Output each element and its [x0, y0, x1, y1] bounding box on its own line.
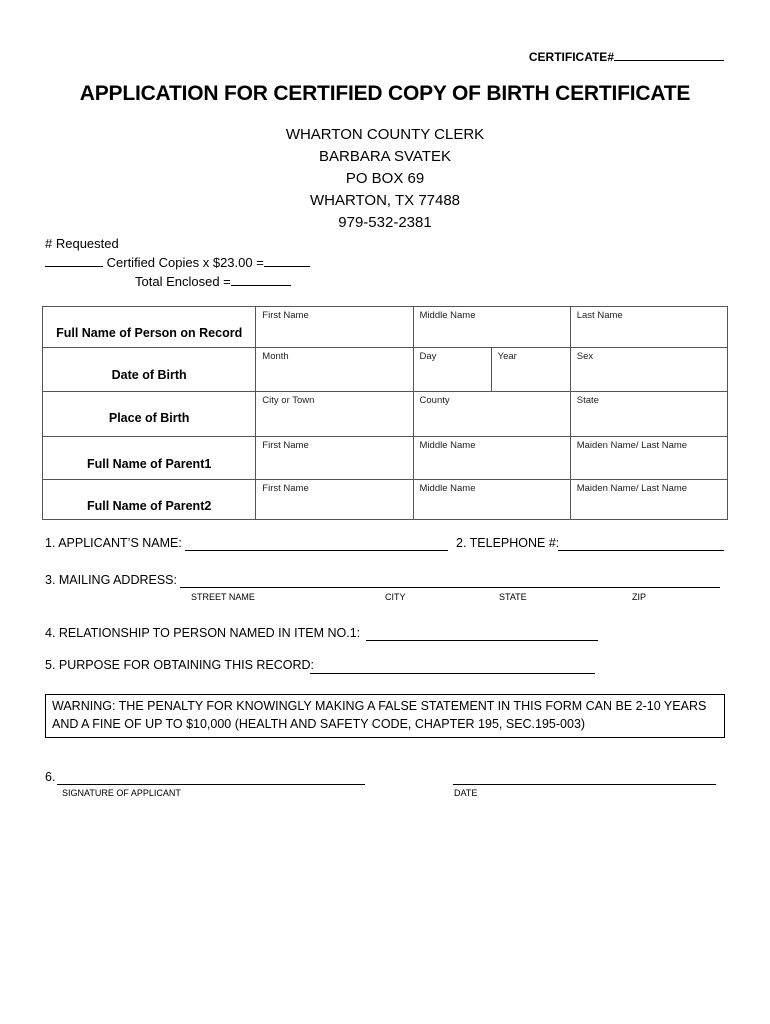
copies-count-blank[interactable] [45, 254, 103, 267]
certificate-number-label: CERTIFICATE# [528, 50, 614, 64]
state-cell[interactable]: State [570, 392, 727, 437]
relationship-label: 4. RELATIONSHIP TO PERSON NAMED IN ITEM NO.1: [45, 626, 361, 640]
middle-name-cell[interactable]: Middle Name [413, 437, 570, 480]
first-name-cell[interactable]: First Name [256, 480, 413, 520]
year-cell[interactable]: Year [491, 348, 570, 392]
purpose-line[interactable] [310, 673, 595, 674]
row-label: Date of Birth [43, 348, 256, 392]
date-line[interactable] [453, 784, 716, 785]
address-line: PO BOX 69 [345, 170, 425, 187]
certificate-number-blank[interactable] [614, 48, 724, 61]
street-name-caption: STREET NAME [191, 592, 255, 602]
state-caption: STATE [499, 592, 527, 602]
address-line: 979-532-2381 [338, 214, 432, 231]
address-line: WHARTON, TX 77488 [309, 192, 461, 209]
purpose-label: 5. PURPOSE FOR OBTAINING THIS RECORD: [45, 658, 315, 672]
city-cell[interactable]: City or Town [256, 392, 413, 437]
total-amount-blank[interactable] [231, 273, 291, 286]
fee-block [45, 234, 310, 291]
record-row-parent1 [43, 437, 728, 480]
relationship-line[interactable] [366, 640, 598, 641]
middle-name-cell[interactable]: Middle Name [413, 307, 570, 348]
mailing-address-line[interactable] [180, 587, 720, 588]
record-row-parent2 [43, 480, 728, 520]
record-row-person [43, 307, 728, 348]
last-name-cell[interactable]: Last Name [570, 307, 727, 348]
form-title: APPLICATION FOR CERTIFIED COPY OF BIRTH CERTIFICATE [79, 82, 691, 105]
applicant-name-line[interactable] [185, 550, 448, 551]
copies-row [45, 253, 310, 272]
copies-label: Certified Copies x $23.00 = [106, 255, 264, 270]
county-cell[interactable]: County [413, 392, 570, 437]
first-name-cell[interactable]: First Name [256, 307, 413, 348]
total-label: Total Enclosed = [135, 274, 231, 289]
row-label: Full Name of Parent2 [43, 480, 256, 520]
maiden-name-cell[interactable]: Maiden Name/ Last Name [570, 480, 727, 520]
row-label: Full Name of Parent1 [43, 437, 256, 480]
signature-line[interactable] [57, 784, 365, 785]
record-row-pob [43, 392, 728, 437]
record-row-dob [43, 348, 728, 392]
clerk-address [0, 124, 770, 234]
month-cell[interactable]: Month [256, 348, 413, 392]
date-caption: DATE [454, 788, 478, 798]
row-label: Full Name of Person on Record [43, 307, 256, 348]
signature-caption: SIGNATURE OF APPLICANT [62, 788, 181, 798]
certificate-number-field [529, 48, 724, 64]
mailing-address-label: 3. MAILING ADDRESS: [45, 573, 177, 587]
maiden-name-cell[interactable]: Maiden Name/ Last Name [570, 437, 727, 480]
total-row [45, 272, 310, 291]
signature-number: 6. [45, 770, 56, 784]
copies-amount-blank[interactable] [264, 254, 310, 267]
first-name-cell[interactable]: First Name [256, 437, 413, 480]
address-line: WHARTON COUNTY CLERK [285, 126, 485, 143]
applicant-name-label: 1. APPLICANT’S NAME: [45, 536, 182, 550]
zip-caption: ZIP [632, 592, 647, 602]
sex-cell[interactable]: Sex [570, 348, 727, 392]
middle-name-cell[interactable]: Middle Name [413, 480, 570, 520]
address-line: BARBARA SVATEK [319, 148, 451, 165]
telephone-label: 2. TELEPHONE #: [456, 536, 560, 550]
record-table [42, 306, 728, 520]
penalty-warning: WARNING: THE PENALTY FOR KNOWINGLY MAKING A FALSE STATEMENT IN THIS FORM CAN BE 2-10 YEARS AND A FINE OF UP TO $10,000 (HEALTH AND SAFETY CODE, CHAPTER 195, SEC.195-003) [45, 694, 725, 738]
day-cell[interactable]: Day [413, 348, 491, 392]
requested-label: # Requested [45, 236, 119, 251]
row-label: Place of Birth [43, 392, 256, 437]
city-caption: CITY [385, 592, 406, 602]
telephone-line[interactable] [558, 550, 724, 551]
